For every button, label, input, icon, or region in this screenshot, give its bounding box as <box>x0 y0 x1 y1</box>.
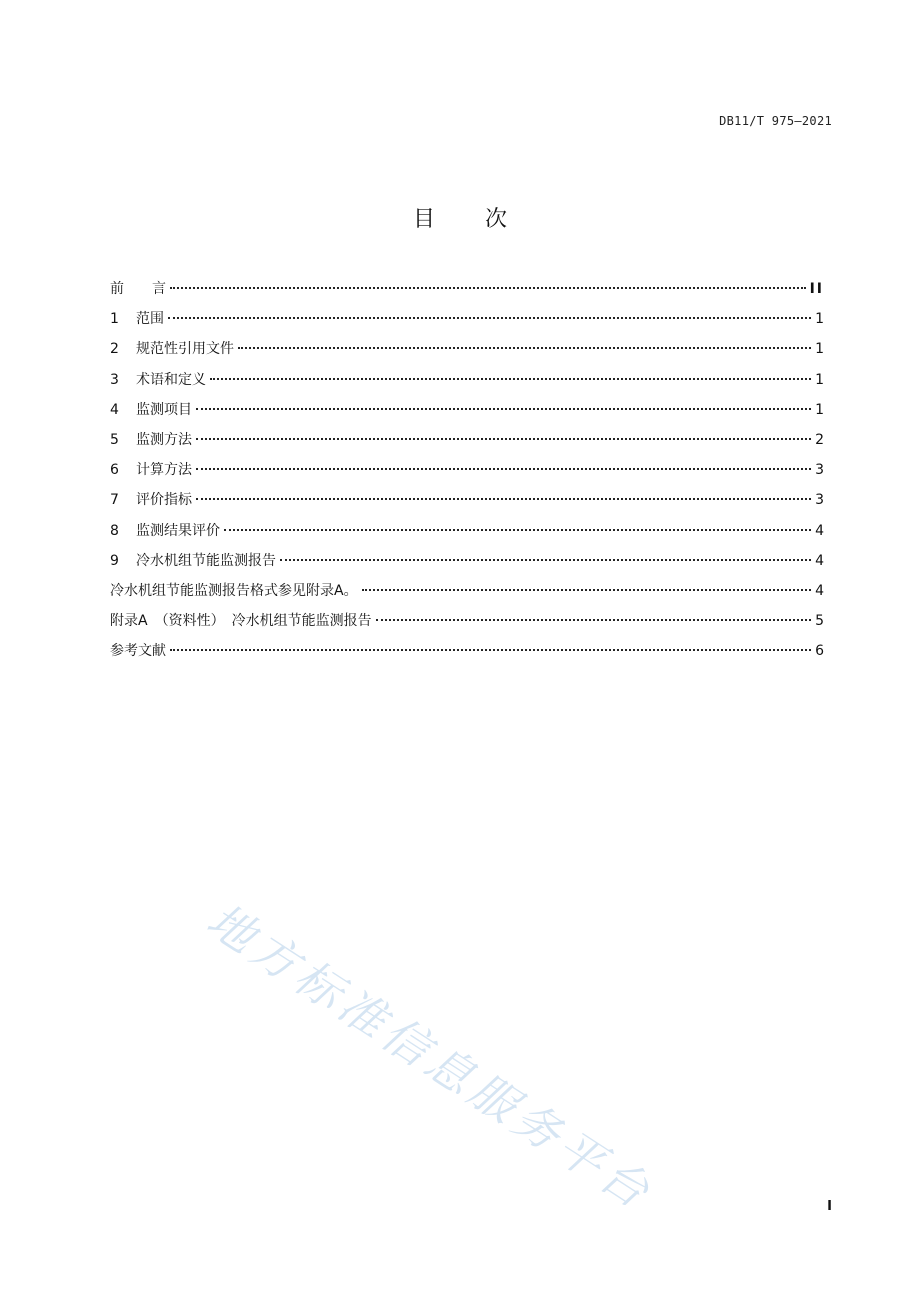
toc-entry-number: 1 <box>110 311 119 328</box>
toc-entry-page: 3 <box>815 462 824 479</box>
dot-leader <box>376 619 812 621</box>
toc-entry-label: 前 言 <box>110 281 166 297</box>
dot-leader <box>196 468 811 470</box>
page-number: I <box>827 1199 832 1214</box>
page-title <box>0 202 920 233</box>
toc-entry-label: 评价指标 <box>136 492 192 509</box>
dot-leader <box>238 347 811 349</box>
toc-entry-8[interactable] <box>110 520 824 550</box>
title-part-1: 目 <box>412 207 435 232</box>
toc-entry-label: 范围 <box>136 311 164 328</box>
toc-entry-1[interactable] <box>110 308 824 338</box>
standard-code: DB11/T 975—2021 <box>719 114 832 128</box>
toc-entry-label: 监测结果评价 <box>136 522 220 539</box>
toc-entry-3[interactable] <box>110 369 824 399</box>
toc-entry-label: 术语和定义 <box>136 371 206 388</box>
toc-entry-page: 5 <box>815 613 824 630</box>
toc-entry-page: 4 <box>815 522 824 539</box>
toc-entry-number: 6 <box>110 462 119 479</box>
toc-entry-label: 计算方法 <box>136 462 192 479</box>
toc-entry-number: 9 <box>110 552 119 569</box>
toc-entry-number: 8 <box>110 522 119 539</box>
dot-leader <box>280 559 811 561</box>
dot-leader <box>170 649 811 651</box>
dot-leader <box>196 408 811 410</box>
dot-leader <box>168 317 811 319</box>
toc-entry-7[interactable] <box>110 489 824 519</box>
toc-entry-appendix-a[interactable] <box>110 610 824 640</box>
toc-entry-label: 规范性引用文件 <box>136 341 234 358</box>
toc-entry-4[interactable] <box>110 399 824 429</box>
toc-entry-page: 1 <box>815 341 824 358</box>
toc-entry-number: 4 <box>110 401 119 418</box>
toc-entry-page: 1 <box>815 311 824 328</box>
dot-leader <box>170 287 806 289</box>
toc-entry-report-format[interactable] <box>110 580 824 610</box>
toc-entry-page: 3 <box>815 492 824 509</box>
dot-leader <box>362 589 812 591</box>
toc-entry-page: 4 <box>815 582 824 599</box>
toc-entry-label: 冷水机组节能监测报告格式参见附录A。 <box>110 582 358 599</box>
toc-entry-label: 附录A （资料性） 冷水机组节能监测报告 <box>110 613 372 630</box>
toc-entry-label: 参考文献 <box>110 643 166 660</box>
toc-entry-9[interactable] <box>110 550 824 580</box>
dot-leader <box>196 438 811 440</box>
toc-list <box>110 278 824 670</box>
watermark: 地方标准信息服务平台 <box>197 892 664 1222</box>
toc-entry-label: 监测项目 <box>136 401 192 418</box>
toc-entry-label: 冷水机组节能监测报告 <box>136 552 276 569</box>
toc-entry-page: 4 <box>815 552 824 569</box>
toc-entry-number: 2 <box>110 341 119 358</box>
toc-entry-5[interactable] <box>110 429 824 459</box>
toc-entry-number: 5 <box>110 431 119 448</box>
toc-entry-number: 7 <box>110 492 119 509</box>
toc-entry-page: 6 <box>815 643 824 660</box>
dot-leader <box>196 498 811 500</box>
dot-leader <box>210 378 811 380</box>
toc-entry-6[interactable] <box>110 459 824 489</box>
toc-entry-preface[interactable] <box>110 278 824 308</box>
toc-entry-number: 3 <box>110 371 119 388</box>
toc-entry-page: 1 <box>815 401 824 418</box>
toc-entry-2[interactable] <box>110 338 824 368</box>
toc-entry-page: II <box>809 281 824 297</box>
toc-entry-page: 1 <box>815 371 824 388</box>
toc-entry-references[interactable] <box>110 640 824 670</box>
toc-entry-label: 监测方法 <box>136 431 192 448</box>
toc-entry-page: 2 <box>815 431 824 448</box>
title-part-2: 次 <box>485 207 508 232</box>
dot-leader <box>224 529 811 531</box>
